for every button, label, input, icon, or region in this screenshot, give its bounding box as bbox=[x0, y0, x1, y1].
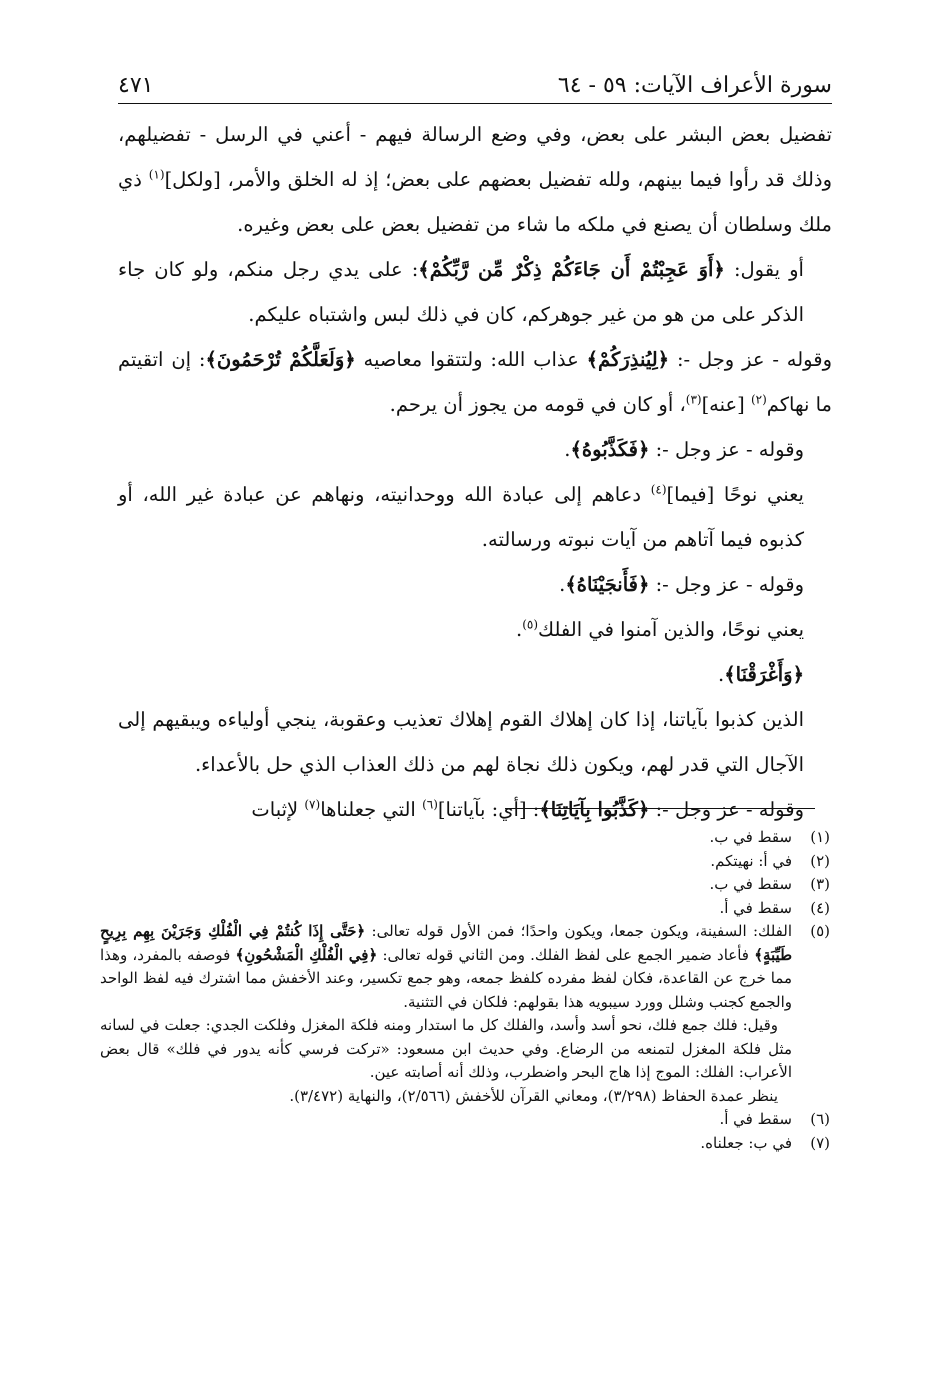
footnote-ref-3: (٣) bbox=[685, 392, 702, 407]
footnote-4: (٤) سقط في أ. bbox=[719, 898, 830, 917]
quran-verse: ﴿فَكَذَّبُوهُ﴾ bbox=[570, 438, 650, 461]
footnote-ref-1: (١) bbox=[148, 167, 165, 182]
footnote-ref-5: (٥) bbox=[522, 617, 539, 632]
footnote-6: (٦) سقط في أ. bbox=[719, 1110, 830, 1128]
paragraph-1: تفضيل بعض البشر على بعض، وفي وضع الرسالة فيهم - أعني في الرسل - تفضيلهم، وذلك قد رأوا فيما بينهم، ولله تفضيل بعضهم على بعض؛ إذ له الخلق والأمر، [ولكل]$^{(١)}$ ذي ملك وسلطان أن يصنع في ملكه ما شاء من تفضيل بعض على بعض وغيره. bbox=[118, 123, 832, 236]
footnote-1: (١) سقط في ب. bbox=[709, 828, 830, 846]
footnote-ref-6: (٦) bbox=[422, 797, 438, 812]
quran-verse: ﴿حَتَّى إِذَا كُنتُمْ فِي الْفُلْكِ وَجَرَيْنَ بِهِم بِرِيحٍ طَيِّبَةٍ﴾ bbox=[100, 922, 793, 964]
quran-verse: ﴿وَأَغْرَقْنَا﴾ bbox=[724, 663, 804, 686]
footnote-7: (٧) في ب: جعلناه. bbox=[700, 1133, 830, 1152]
main-text bbox=[118, 112, 832, 832]
paragraph-5: يعني نوحًا [فيما]$^{(٤)}$ دعاهم إلى عبادة الله ووحدانيته، ونهاهم عن عبادة غير الله، أو كذبوه فيما آتاهم من آيات نبوته ورسالته. bbox=[118, 482, 804, 551]
quran-verse: ﴿أَوَ عَجِبْتُمْ أَن جَاءَكُمْ ذِكْرٌ مِّن رَّبِّكُمْ﴾ bbox=[418, 258, 725, 281]
paragraph-3: وقوله - عز وجل -: ﴿لِيُنذِرَكُمْ﴾ عذاب الله: ولتتقوا معاصيه ﴿وَلَعَلَّكُمْ تُرْحَمُونَ﴾: إن اتقيتم ما نهاكم$^{(٢)}$ [عنه]$^{(٣)}$، أو كان في قومه من يجوز أن يرحم. bbox=[118, 348, 832, 416]
quran-verse: ﴿فَأَنجَيْنَاهُ﴾ bbox=[565, 573, 650, 596]
footnotes bbox=[100, 826, 830, 1155]
quran-verse: ﴿كَذَّبُوا بِآيَاتِنَا﴾ bbox=[539, 798, 650, 821]
paragraph-2: أو يقول: ﴿أَوَ عَجِبْتُمْ أَن جَاءَكُمْ ذِكْرٌ مِّن رَّبِّكُمْ﴾: على يدي رجل منكم، ولو كان جاء الذكر على من هو من غير جوهركم، كان في ذلك لبس واشتباه عليكم. bbox=[118, 258, 804, 326]
footnote-separator bbox=[505, 808, 815, 809]
quran-verse: ﴿وَلَعَلَّكُمْ تُرْحَمُونَ﴾ bbox=[205, 348, 356, 371]
quran-verse: ﴿لِيُنذِرَكُمْ﴾ bbox=[586, 348, 670, 371]
paragraph-8: ﴿وَأَغْرَقْنَا﴾. bbox=[718, 663, 804, 686]
paragraph-4: وقوله - عز وجل -: ﴿فَكَذَّبُوهُ﴾. bbox=[564, 438, 804, 461]
footnote-3: (٣) سقط في ب. bbox=[709, 875, 830, 893]
paragraph-6: وقوله - عز وجل -: ﴿فَأَنجَيْنَاهُ﴾. bbox=[559, 573, 804, 596]
header-rule bbox=[118, 103, 832, 104]
quran-verse: ﴿فِي الْفُلْكِ الْمَشْحُونِ﴾ bbox=[235, 945, 378, 964]
page-header bbox=[118, 58, 832, 98]
footnote-5: (٥) الفلك: السفينة، ويكون جمعا، ويكون واحدًا؛ فمن الأول قوله تعالى: ﴿حَتَّى إِذَا كُنتُمْ فِي الْفُلْكِ وَجَرَيْنَ بِهِم بِرِيحٍ طَيِّبَةٍ﴾ فأعاد ضمير الجمع على لفظ الفلك. ومن الثاني قوله تعالى: ﴿فِي الْفُلْكِ الْمَشْحُونِ﴾ فوصفه بالمفرد، وهذا مما خرج عن القاعدة، فكان لفظ مفرده كلفظ جمعه، وهو جمع تكسير، وعند الأخفش مما اشترك فيه لفظ الواحد والجمع كجنب وشلل وورد سيبويه هذا بقولهم: فلكان في التثنية. bbox=[100, 922, 830, 1011]
footnote-ref-7: (٧) bbox=[304, 797, 321, 812]
paragraph-10: وقوله - عز وجل -: ﴿كَذَّبُوا بِآيَاتِنَا﴾: [أي: بآياتنا]$^{(٦)}$ التي جعلناها$^{(٧)}$ لإثبات bbox=[251, 797, 804, 821]
footnote-5-continuation: وقيل: فلك جمع فلك، نحو أسد وأسد، والفلك كل ما استدار ومنه فلكة المغزل وفلكت الجدي: جعلت في لسانه مثل فلكة المغزل لتمنعه من الرضاع. وفي حديث ابن مسعود: «تركت فرسي كأنه يدور في فلك» قال بعض الأعراب: الفلك: الموج إذا هاج البحر واضطرب، وذلك أنه أصابته عين. ينظر عمدة الحفاظ (٣/٢٩٨)، ومعاني القرآن للأخفش (٢/٥٦٦)، والنهاية (٣/٤٧٢). bbox=[100, 1016, 792, 1105]
paragraph-7: يعني نوحًا، والذين آمنوا في الفلك$^{(٥)}$. bbox=[516, 617, 804, 641]
page-number: ٤٧١ bbox=[118, 73, 154, 98]
footnote-2: (٢) في أ: نهيتكم. bbox=[710, 851, 830, 870]
running-title: سورة الأعراف الآيات: ٥٩ - ٦٤ bbox=[557, 73, 832, 98]
footnote-ref-4: (٤) bbox=[650, 482, 667, 497]
paragraph-9: الذين كذبوا بآياتنا، إذا كان إهلاك القوم إهلاك تعذيب وعقوبة، ينجي أولياءه ويبقيهم إلى الآجال التي قدر لهم، ويكون ذلك نجاة لهم من ذلك العذاب الذي حل بالأعداء. bbox=[118, 708, 804, 776]
footnote-ref-2: (٢) bbox=[750, 392, 767, 407]
